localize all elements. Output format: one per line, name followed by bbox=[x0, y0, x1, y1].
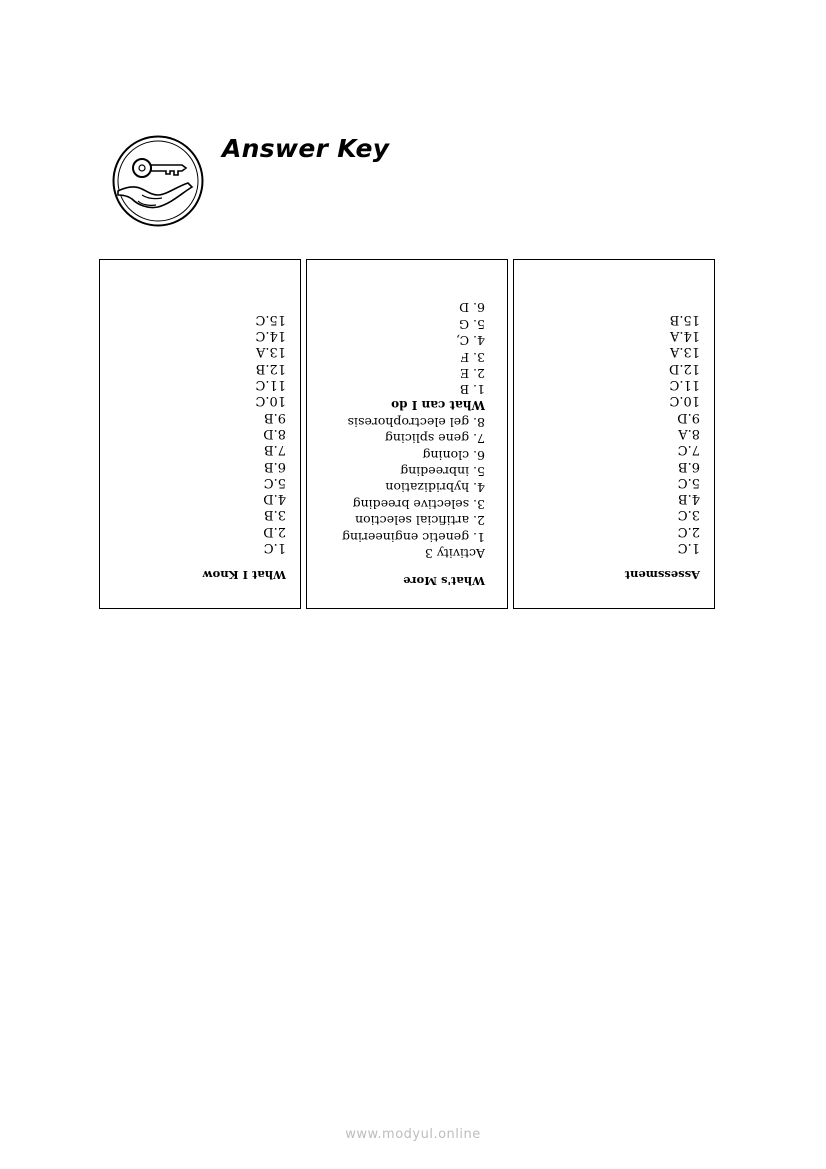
answer-panel-whats-more bbox=[306, 259, 508, 609]
answer-item: 13.A bbox=[669, 344, 700, 360]
answer-item: 3. selective breeding bbox=[352, 496, 485, 512]
answer-item: 1.C bbox=[263, 540, 286, 555]
answer-item: 3. F bbox=[460, 349, 485, 365]
footer-watermark: www.modyul.online bbox=[345, 1127, 481, 1142]
answer-list bbox=[514, 311, 700, 555]
answer-item: 3.B bbox=[264, 507, 286, 523]
answer-item: 1. genetic engineering bbox=[341, 529, 485, 545]
page-title: Answer Key bbox=[222, 134, 390, 163]
activity-label: Activity 3 bbox=[424, 546, 485, 561]
answer-item: 6.B bbox=[678, 458, 700, 474]
answer-item: 15.B bbox=[669, 311, 700, 327]
panel-heading: What's More bbox=[403, 574, 485, 588]
answer-item: 5. G bbox=[459, 316, 485, 332]
answer-item: 2. E bbox=[459, 365, 485, 381]
panel-subheading: What can I do bbox=[391, 398, 485, 413]
answer-item: 10.C bbox=[255, 393, 286, 409]
answer-panel-assessment bbox=[513, 259, 715, 609]
answer-item: 4. C, bbox=[456, 333, 485, 349]
panel-heading: What I Know bbox=[202, 568, 286, 582]
answer-item: 8. gel electrophoresis bbox=[347, 414, 485, 430]
answer-item: 15.C bbox=[255, 311, 286, 327]
answer-item: 7. gene splicing bbox=[384, 431, 485, 447]
answer-item: 12.D bbox=[668, 360, 700, 376]
answer-item: 4.D bbox=[263, 491, 286, 507]
answer-item: 4. hybridization bbox=[385, 480, 485, 496]
answer-item: 9.B bbox=[264, 409, 286, 425]
answer-item: 11.C bbox=[255, 377, 286, 393]
answer-item: 1.C bbox=[677, 540, 700, 555]
answer-item: 8.D bbox=[263, 425, 286, 441]
answer-item: 2.C bbox=[677, 523, 700, 539]
answer-item: 13.A bbox=[255, 344, 286, 360]
answer-panel-what-i-know bbox=[99, 259, 301, 609]
answer-item: 3.C bbox=[677, 507, 700, 523]
answer-item: 14.C bbox=[255, 328, 286, 344]
key-in-hand-icon bbox=[112, 135, 204, 227]
answer-item: 7.B bbox=[264, 442, 286, 458]
answer-item: 12.B bbox=[255, 360, 286, 376]
answer-item: 10.C bbox=[669, 393, 700, 409]
answer-item: 6. cloning bbox=[422, 447, 485, 463]
answer-item: 5.C bbox=[677, 474, 700, 490]
answer-list bbox=[307, 299, 485, 397]
answer-item: 11.C bbox=[669, 377, 700, 393]
answer-item: 2.D bbox=[263, 523, 286, 539]
answer-item: 6.B bbox=[264, 458, 286, 474]
answer-item: 14.A bbox=[669, 328, 700, 344]
answer-item: 6. D bbox=[459, 300, 485, 316]
panel-heading: Assessment bbox=[624, 568, 700, 582]
answer-item: 9.D bbox=[677, 409, 700, 425]
answer-item: 4.B bbox=[678, 491, 700, 507]
answer-item: 5.C bbox=[263, 474, 286, 490]
answer-item: 8.A bbox=[678, 425, 700, 441]
answer-item: 2. artificial selection bbox=[355, 513, 485, 529]
answer-list bbox=[100, 311, 286, 555]
answer-item: 7.C bbox=[677, 442, 700, 458]
answer-item: 5. inbreeding bbox=[400, 463, 485, 479]
answer-item: 1. B bbox=[459, 382, 485, 398]
answer-list bbox=[307, 413, 485, 544]
